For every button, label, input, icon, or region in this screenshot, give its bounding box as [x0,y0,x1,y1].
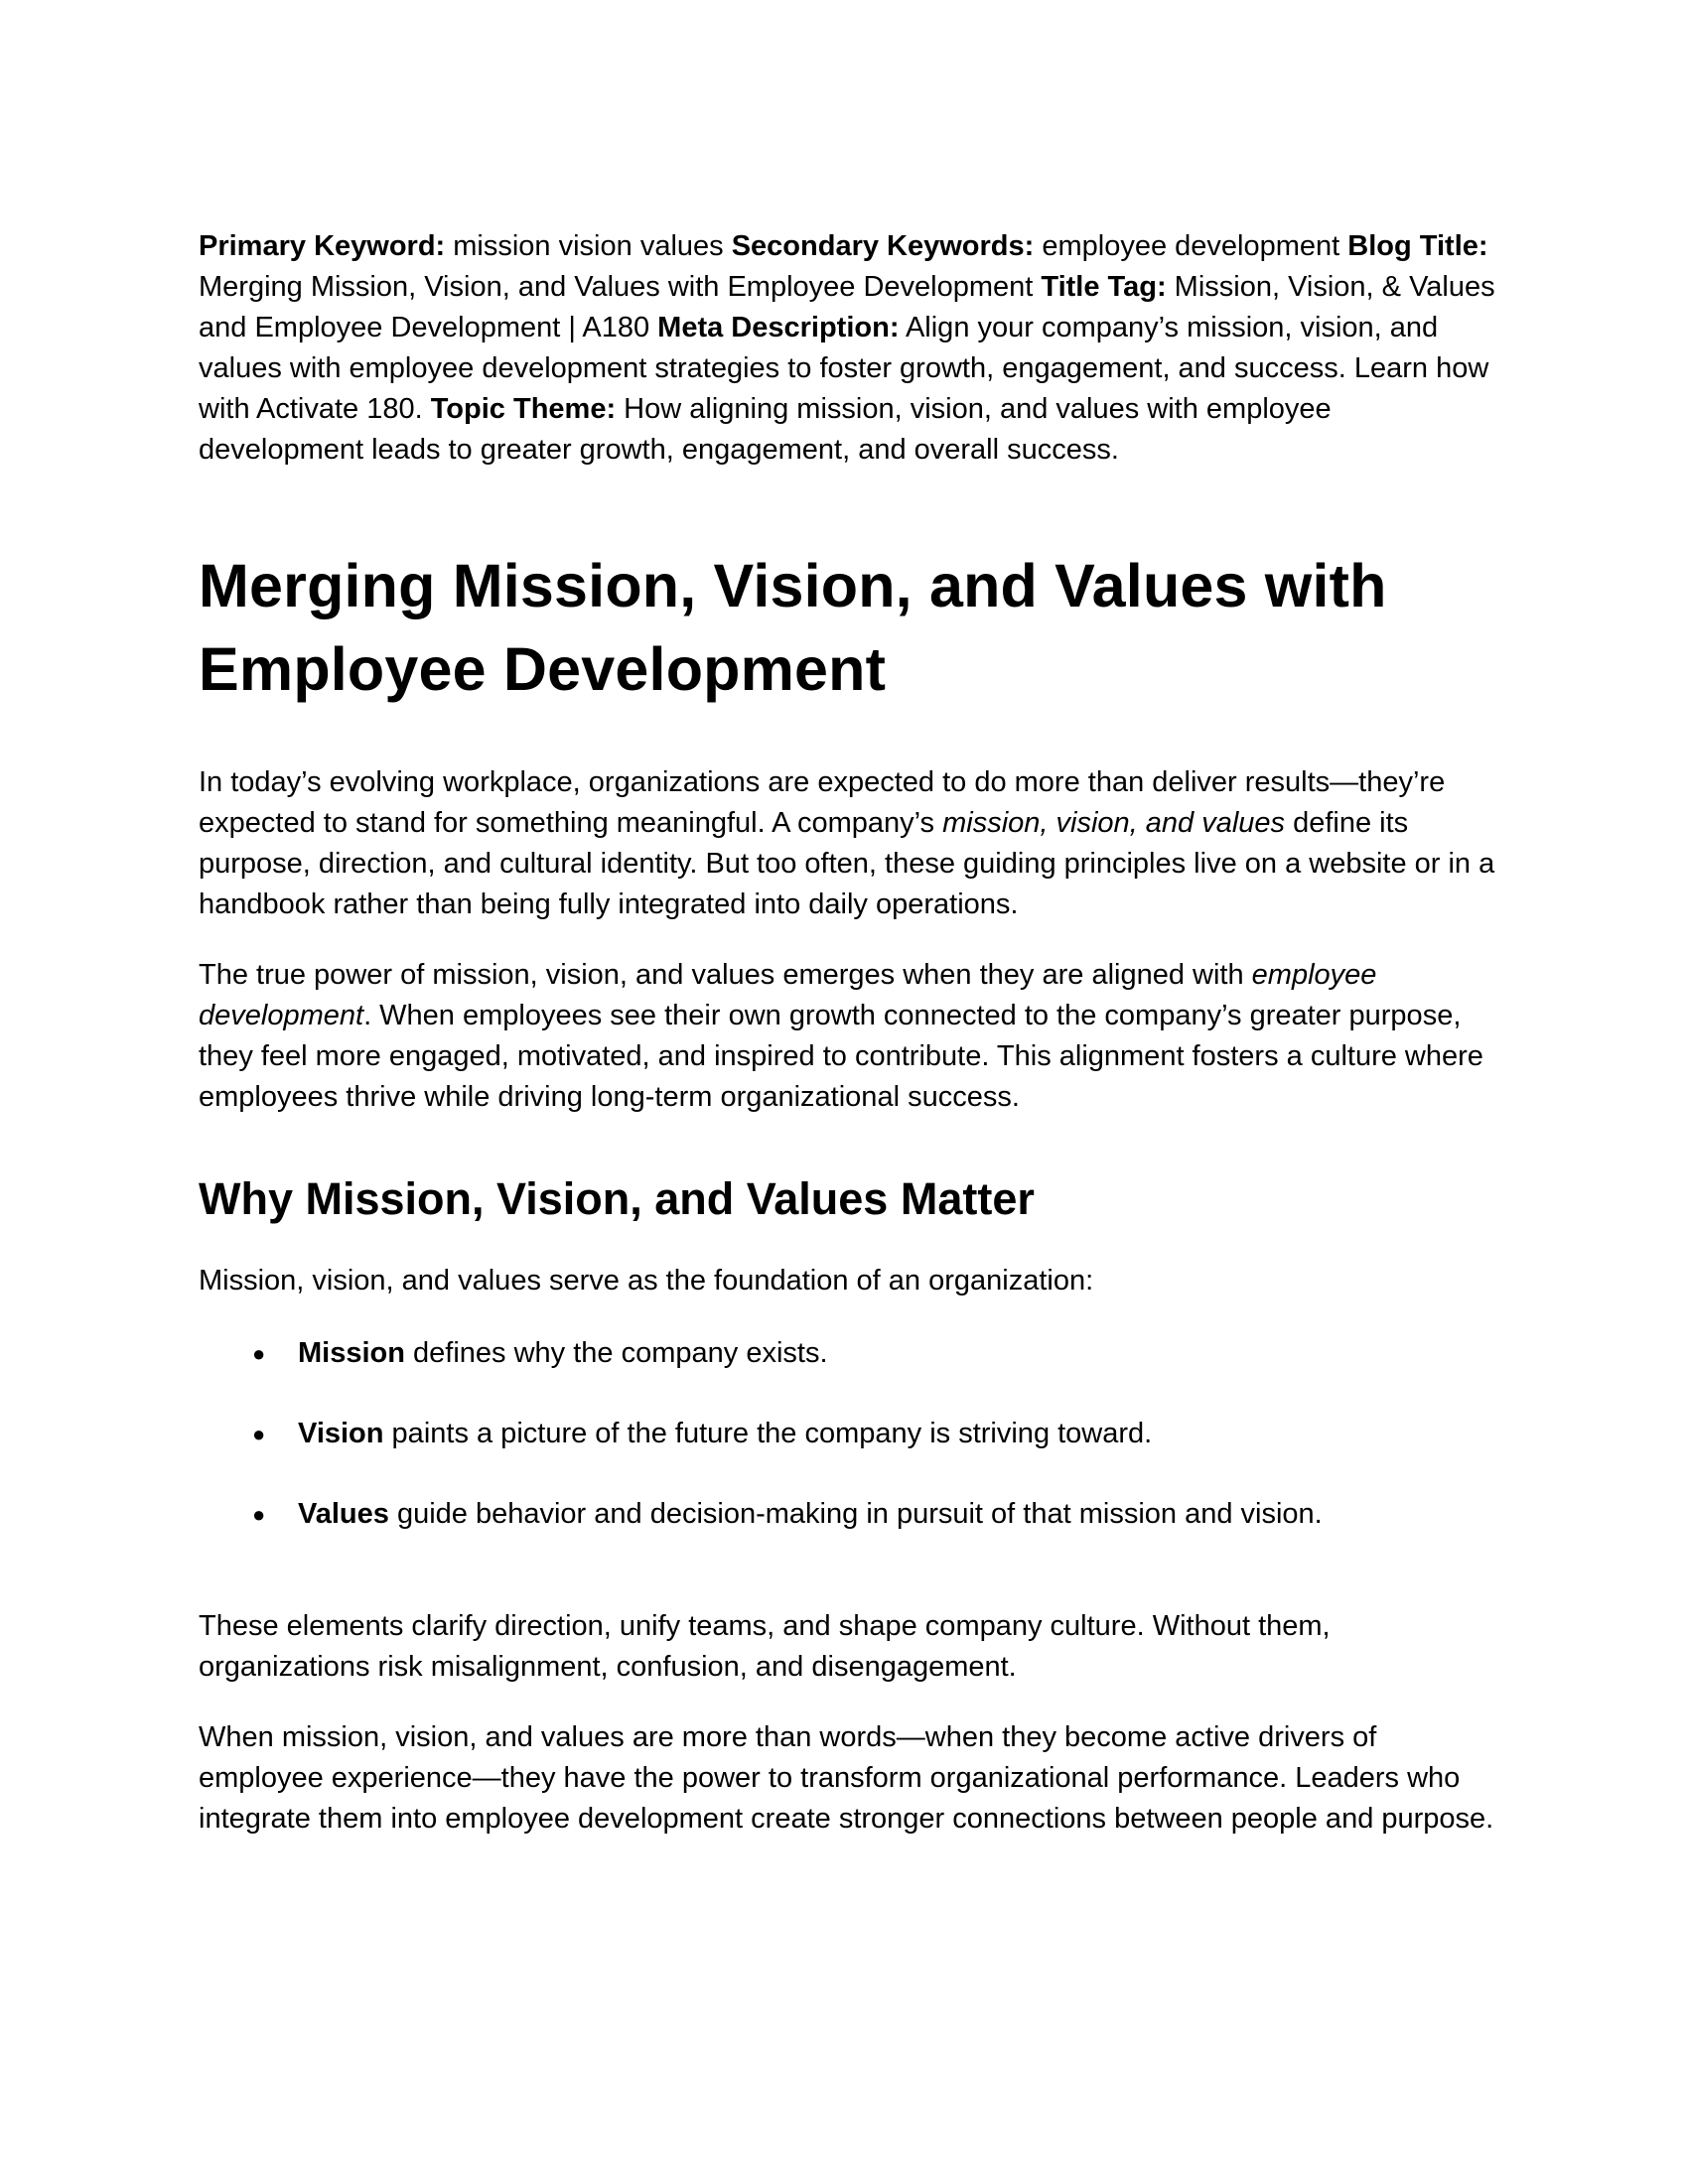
list-item [199,1333,1499,1374]
intro-p2-text-b: . When employees see their own growth connected to the company’s greater purpose, they feel more engaged, motivated, and inspired to contribute. This alignment fosters a culture where employees thrive while driving long-term organizational success. [199,1000,1483,1113]
list-item [199,1494,1499,1535]
bullet-icon: ● [252,1502,266,1527]
section-paragraph-2: When mission, vision, and values are more than words—when they become active drivers of employee experience—they have the power to transform organizational performance. Leaders who integrate them into employee development create stronger connections between people and purpose. [199,1721,1494,1835]
intro-p1-text-a: In today’s evolving workplace, organizations are expected to do more than deliver results—they’re expected to stand for something meaningful. A company’s [199,766,1446,839]
topic-theme-value: How aligning mission, vision, and values with employee development leads to greater growth, engagement, and overall success. [199,393,1332,466]
list-item-term: Vision [298,1418,384,1449]
section-heading: Why Mission, Vision, and Values Matter [199,1173,1035,1224]
list-item-term: Values [298,1498,389,1530]
list-item-text: guide behavior and decision-making in pursuit of that mission and vision. [388,1498,1323,1530]
primary-keyword-value: mission vision values [445,230,732,262]
title-tag-label: Title Tag: [1041,271,1167,303]
intro-p1-text-b: define its purpose, direction, and cultural identity. But too often, these guiding principles live on a website or in a handbook rather than being fully integrated into daily operations. [199,807,1495,920]
meta-description-value: Align your company’s mission, vision, and values with employee development strategies to foster growth, engagement, and success. Learn how with Activate 180. [199,312,1489,425]
primary-keyword-label: Primary Keyword: [199,230,446,262]
blog-title-value: Merging Mission, Vision, and Values with Employee Development [199,271,1042,303]
intro-paragraph-1 [199,762,1499,925]
intro-p2-text-a: The true power of mission, vision, and values emerges when they are aligned with [199,959,1252,991]
page-title: Merging Mission, Vision, and Values with Employee Development [199,552,1387,703]
secondary-keywords-label: Secondary Keywords: [731,230,1035,262]
bullet-icon: ● [252,1341,266,1366]
list-item-text: paints a picture of the future the company is striving toward. [383,1418,1153,1449]
intro-p1-emphasis: mission, vision, and values [942,807,1286,839]
blog-title-label: Blog Title: [1347,230,1488,262]
bullet-list [199,1333,1499,1535]
list-item-text: defines why the company exists. [404,1337,828,1369]
topic-theme-label: Topic Theme: [430,393,617,425]
seo-meta-block [199,226,1499,471]
title-tag-value: Mission, Vision, & Values and Employee Development | A180 [199,271,1495,343]
bullet-icon: ● [252,1422,266,1446]
secondary-keywords-value: employee development [1034,230,1348,262]
intro-paragraph-2 [199,955,1499,1118]
intro-p2-emphasis: employee development [199,959,1377,1031]
meta-description-label: Meta Description: [657,312,900,343]
document-page [199,226,1499,1840]
section-paragraph-1: These elements clarify direction, unify teams, and shape company culture. Without them, organizations risk misalignment, confusion, and disengagement. [199,1610,1331,1683]
section-lead-paragraph: Mission, vision, and values serve as the foundation of an organization: [199,1265,1094,1297]
list-item [199,1414,1499,1454]
list-item-term: Mission [298,1337,405,1369]
